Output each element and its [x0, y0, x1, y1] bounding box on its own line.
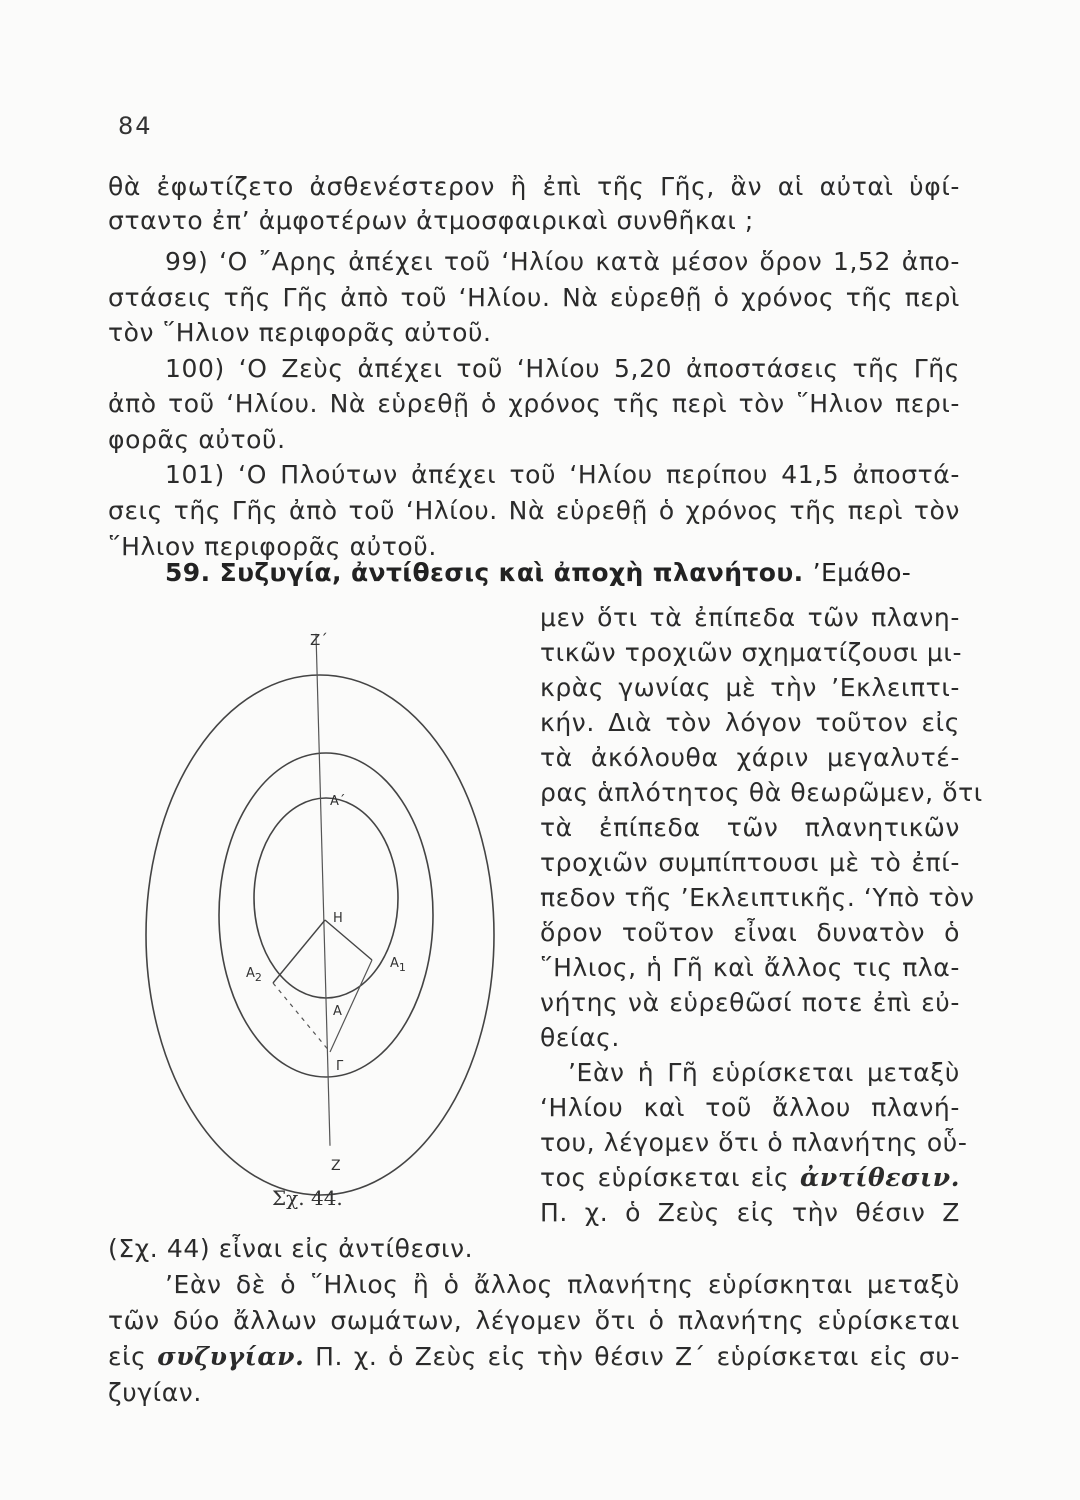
text-line: ‘Ηλίου καὶ τοῦ ἄλλου πλανή- [540, 1093, 960, 1122]
a2-to-earth [273, 983, 330, 1052]
figure-caption: Σχ. 44. [272, 1186, 343, 1210]
text-line: κήν. Διὰ τὸν λόγον τοῦτον εἰς [540, 708, 960, 737]
text-line: ’Εὰν δὲ ὁ ῞Ηλιος ἢ ὁ ἄλλος πλανήτης εὑρίσκηται μεταξὺ [165, 1270, 960, 1299]
orbit-diagram [140, 605, 520, 1174]
label-a1-sub: 1 [398, 961, 406, 974]
label-z-top: Ζ΄ [310, 631, 328, 649]
text-line [540, 1161, 960, 1195]
label-z-bottom: Ζ [331, 1158, 341, 1174]
text-line: θὰ ἐφωτίζετο ἀσθενέστερον ἢ ἐπὶ τῆς Γῆς, ἂν αἱ αὐταὶ ὑφί- [108, 172, 960, 201]
text-line: τὰ ἀκόλουθα χάριν μεγαλυτέ- [540, 743, 960, 772]
text-fragment: Π. χ. ὁ Ζεὺς εἰς τὴν θέσιν Ζ΄ εὑρίσκεται εἰς συ- [315, 1342, 961, 1371]
text-line: πεδον τῆς ’Εκλειπτικῆς. ‘Υπὸ τὸν [540, 883, 975, 912]
text-line: 99) ‘Ο ῎Αρης ἀπέχει τοῦ ‘Ηλίου κατὰ μέσον ὅρον 1,52 ἀπο- [165, 247, 960, 276]
text-line: ρας ἁπλότητος θὰ θεωρῶμεν, ὅτι [540, 778, 983, 807]
text-line: τροχιῶν συμπίπτουσι μὲ τὸ ἐπί- [540, 848, 960, 877]
sun-to-a1 [325, 920, 372, 960]
text-line: 101) ‘Ο Πλούτων ἀπέχει τοῦ ‘Ηλίου περίπου 41,5 ἀποστά- [165, 460, 960, 489]
text-line: ῞Ηλιον περιφορᾶς αὐτοῦ. [108, 532, 437, 561]
text-line: θείας. [540, 1023, 620, 1052]
text-line: φορᾶς αὐτοῦ. [108, 425, 286, 454]
text-fragment: τος εὑρίσκεται εἰς [540, 1163, 790, 1192]
middle-orbit [219, 753, 433, 1077]
sun-to-a2 [273, 920, 325, 983]
text-line: 100) ‘Ο Ζεὺς ἀπέχει τοῦ ‘Ηλίου 5,20 ἀποστάσεις τῆς Γῆς [165, 354, 960, 383]
text-line: μεν ὅτι τὰ ἐπίπεδα τῶν πλανη- [540, 603, 960, 632]
term-syzygy: συζυγίαν. [157, 1342, 305, 1371]
label-a1 [390, 956, 406, 974]
text-line: σεις τῆς Γῆς ἀπὸ τοῦ ‘Ηλίου. Νὰ εὑρεθῇ ὁ χρόνος τῆς περὶ τὸν [108, 496, 960, 525]
axis-line [316, 634, 330, 1146]
inner-orbit [254, 798, 398, 998]
text-line: ῞Ηλιος, ἡ Γῆ καὶ ἄλλος τις πλα- [540, 953, 960, 982]
text-line: Π. χ. ὁ Ζεὺς εἰς τὴν θέσιν Ζ [540, 1198, 960, 1227]
text-line: κρὰς γωνίας μὲ τὴν ’Εκλειπτι- [540, 673, 960, 702]
section-title: 59. Συζυγία, ἀντίθεσις καὶ ἀποχὴ πλανήτου. [165, 558, 804, 587]
text-line: του, λέγομεν ὅτι ὁ πλανήτης οὗ- [540, 1128, 968, 1157]
text-line: νήτης νὰ εὑρεθῶσί ποτε ἐπὶ εὐ- [540, 988, 960, 1017]
label-h: Η [333, 911, 343, 926]
text-line: ὅρον τοῦτον εἶναι δυνατὸν ὁ [540, 918, 960, 947]
page-number: 84 [118, 112, 153, 140]
section-heading [165, 556, 911, 590]
label-a: Α [333, 1004, 342, 1019]
text-line: τὰ ἐπίπεδα τῶν πλανητικῶν [540, 813, 960, 842]
label-a2-letter: Α [246, 966, 255, 981]
text-line: τὸν ῞Ηλιον περιφορᾶς αὐτοῦ. [108, 318, 492, 347]
text-line: ζυγίαν. [108, 1378, 202, 1407]
label-g: Γ [336, 1059, 344, 1074]
text-line: στάσεις τῆς Γῆς ἀπὸ τοῦ ‘Ηλίου. Νὰ εὑρεθῇ ὁ χρόνος τῆς περὶ [108, 283, 960, 312]
text-line: τῶν δύο ἄλλων σωμάτων, λέγομεν ὅτι ὁ πλανήτης εὑρίσκεται [108, 1306, 960, 1335]
section-title-continuation: ’Εμάθο- [812, 558, 912, 587]
text-line: τικῶν τροχιῶν σχηματίζουσι μι- [540, 638, 963, 667]
text-line [108, 1340, 960, 1374]
text-line: σταντο ἐπ’ ἀμφοτέρων ἀτμοσφαιρικαὶ συνθῆκαι ; [108, 206, 754, 235]
text-fragment: εἰς [108, 1342, 147, 1371]
text-line: (Σχ. 44) εἶναι εἰς ἀντίθεσιν. [108, 1234, 474, 1263]
term-antithesis: ἀντίθεσιν. [800, 1163, 961, 1192]
label-a1-letter: Α [390, 956, 399, 971]
label-a2-sub: 2 [254, 971, 262, 984]
label-a2 [246, 966, 262, 984]
text-line: ἀπὸ τοῦ ‘Ηλίου. Νὰ εὑρεθῇ ὁ χρόνος τῆς περὶ τὸν ῞Ηλιον περι- [108, 389, 960, 418]
label-a-prime: Α΄ [330, 794, 346, 809]
text-line: ’Εὰν ἡ Γῆ εὑρίσκεται μεταξὺ [568, 1058, 960, 1087]
